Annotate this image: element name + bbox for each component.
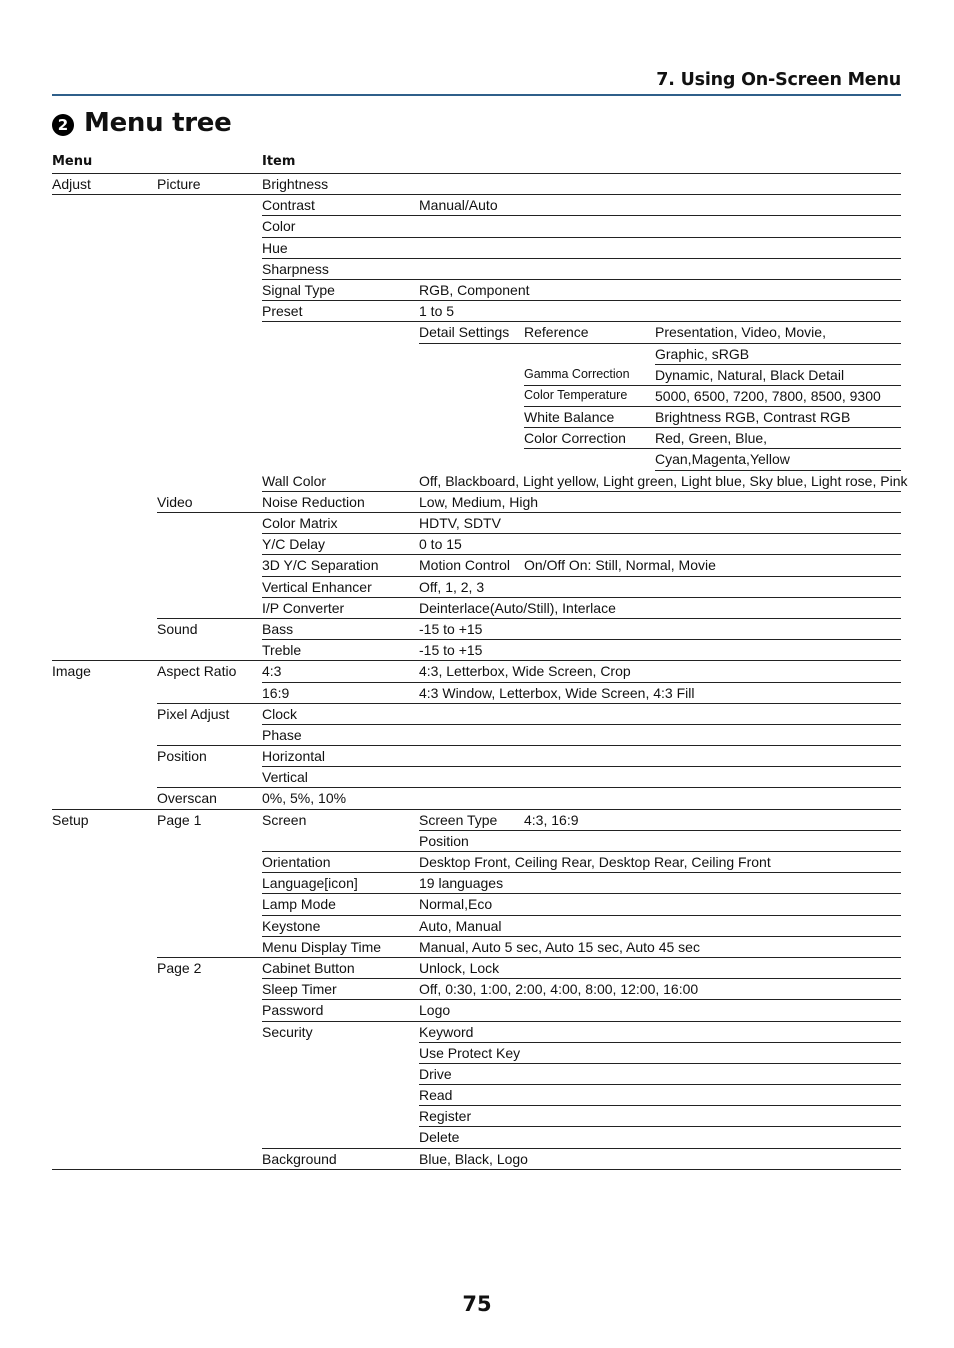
table-cell: Aspect Ratio [157, 663, 237, 680]
table-cell: Off, 0:30, 1:00, 2:00, 4:00, 8:00, 12:00, 16:00 [419, 981, 699, 998]
table-row [52, 344, 901, 365]
table-row [52, 195, 901, 216]
table-row [52, 365, 901, 386]
table-cell: Image [52, 663, 91, 680]
table-cell: Wall Color [262, 472, 327, 489]
table-cell: Blue, Black, Logo [419, 1150, 528, 1167]
table-cell: Picture [157, 176, 201, 192]
table-row [52, 1000, 901, 1021]
table-row [52, 174, 901, 195]
table-row [52, 619, 901, 640]
table-cell: Off, 1, 2, 3 [419, 578, 485, 595]
section-title: Menu tree [84, 108, 232, 138]
table-cell: Use Protect Key [419, 1044, 521, 1061]
table-row [52, 577, 901, 598]
table-row [52, 1127, 901, 1148]
table-cell: Gamma Correction [524, 366, 630, 381]
table-row [52, 894, 901, 915]
table-cell: Lamp Mode [262, 896, 336, 913]
table-row [52, 746, 901, 767]
table-row [52, 471, 908, 492]
column-header-item: Item [262, 154, 296, 169]
table-row [52, 725, 901, 746]
table-cell: Unlock, Lock [419, 959, 500, 976]
table-cell: Detail Settings [419, 324, 510, 341]
table-cell: Preset [262, 303, 303, 320]
table-cell: Red, Green, Blue, [655, 430, 768, 447]
table-row [52, 810, 901, 831]
table-cell: Orientation [262, 854, 331, 870]
table-cell: Hue [262, 239, 288, 256]
table-cell: Cabinet Button [262, 959, 355, 976]
table-row [52, 916, 901, 937]
table-cell: Position [157, 748, 207, 765]
table-cell: Sharpness [262, 260, 329, 277]
table-cell: Horizontal [262, 748, 326, 765]
table-row [52, 301, 901, 322]
table-row [52, 979, 901, 1000]
table-cell: Low, Medium, High [419, 493, 539, 510]
table-cell: Auto, Manual [419, 917, 502, 934]
table-cell: Normal,Eco [419, 896, 493, 913]
table-cell: -15 to +15 [419, 620, 483, 637]
table-cell: Contrast [262, 197, 315, 214]
table-row [52, 259, 901, 280]
table-cell: Signal Type [262, 281, 335, 298]
table-cell: -15 to +15 [419, 642, 483, 659]
table-cell: 4:3, 16:9 [524, 811, 579, 828]
table-row [52, 598, 901, 619]
table-row [52, 873, 901, 894]
page-header [52, 70, 901, 96]
table-row [52, 831, 901, 852]
table-cell: Reference [524, 324, 589, 341]
table-row [52, 788, 901, 809]
menu-tree-table [52, 150, 908, 1170]
table-row [52, 238, 901, 259]
table-cell: RGB, Component [419, 281, 530, 298]
table-cell: Keyword [419, 1023, 474, 1040]
table-cell: Security [262, 1023, 313, 1040]
table-cell: Overscan [157, 790, 217, 807]
table-cell: Pixel Adjust [157, 705, 230, 722]
column-header-menu: Menu [52, 154, 93, 169]
table-cell: Brightness [262, 176, 329, 192]
table-cell: Y/C Delay [262, 536, 326, 553]
table-cell: Brightness RGB, Contrast RGB [655, 409, 851, 426]
table-cell: Cyan,Magenta,Yellow [655, 451, 790, 468]
table-row [52, 449, 901, 470]
table-cell: Sound [157, 620, 198, 637]
table-cell: Menu Display Time [262, 938, 382, 955]
table-row [52, 937, 901, 958]
table-cell: Sleep Timer [262, 981, 337, 998]
table-row [52, 407, 901, 428]
table-row [52, 555, 901, 576]
table-cell: Phase [262, 726, 302, 743]
table-row [52, 767, 901, 788]
table-cell: Page 1 [157, 811, 202, 828]
table-cell: On/Off On: Still, Normal, Movie [524, 557, 716, 574]
table-cell: Clock [262, 705, 298, 722]
table-cell: Color Correction [524, 430, 626, 447]
table-cell: 19 languages [419, 875, 504, 892]
table-cell: Delete [419, 1129, 460, 1146]
table-cell: I/P Converter [262, 599, 345, 616]
table-row [52, 534, 901, 555]
table-row [52, 216, 901, 237]
table-cell: Screen Type [419, 811, 498, 828]
table-row [52, 322, 901, 343]
table-cell: Language[icon] [262, 875, 358, 892]
table-row [52, 683, 901, 704]
section-number-badge: 2 [52, 114, 74, 136]
table-cell: Bass [262, 620, 294, 637]
row-divider [52, 1169, 901, 1170]
table-row [52, 852, 901, 873]
table-cell: Drive [419, 1065, 452, 1082]
table-cell: Setup [52, 811, 89, 828]
table-row [52, 386, 901, 407]
table-cell: Dynamic, Natural, Black Detail [655, 366, 845, 383]
table-cell: Motion Control [419, 557, 511, 574]
table-cell: 0%, 5%, 10% [262, 790, 347, 807]
table-body [52, 174, 908, 1170]
table-cell: Color [262, 218, 296, 235]
table-row [52, 1064, 901, 1085]
table-cell: 16:9 [262, 684, 290, 701]
table-cell: Screen [262, 811, 307, 828]
table-cell: Video [157, 493, 193, 510]
table-cell: 5000, 6500, 7200, 7800, 8500, 9300 [655, 387, 881, 404]
table-cell: Off, Blackboard, Light yellow, Light green, Light blue, Sky blue, Light rose, Pink [419, 472, 908, 489]
table-cell: 3D Y/C Separation [262, 557, 379, 574]
section-heading [52, 106, 231, 140]
table-cell: White Balance [524, 409, 615, 426]
page-number: 75 [462, 1292, 492, 1316]
table-cell: 1 to 5 [419, 303, 455, 320]
table-cell: Deinterlace(Auto/Still), Interlace [419, 599, 616, 616]
table-cell: Vertical [262, 769, 308, 786]
table-cell: Treble [262, 642, 302, 659]
table-cell: 4:3 Window, Letterbox, Wide Screen, 4:3 Fill [419, 684, 695, 701]
table-row [52, 280, 901, 301]
table-row [52, 704, 901, 725]
table-cell: Noise Reduction [262, 493, 365, 510]
table-row [52, 428, 901, 449]
table-cell: Page 2 [157, 959, 202, 976]
table-cell: 4:3, Letterbox, Wide Screen, Crop [419, 663, 631, 680]
table-cell: 4:3 [262, 663, 282, 680]
table-cell: 0 to 15 [419, 536, 462, 553]
table-row [52, 492, 901, 513]
table-row [52, 513, 901, 534]
table-cell: Graphic, sRGB [655, 345, 750, 362]
table-cell: Register [419, 1108, 472, 1125]
table-cell: Color Temperature [524, 387, 628, 402]
table-row [52, 1043, 901, 1064]
table-row [52, 1106, 901, 1127]
table-cell: HDTV, SDTV [419, 515, 501, 531]
table-cell: Vertical Enhancer [262, 578, 372, 595]
table-row [52, 661, 901, 682]
table-row [52, 1149, 901, 1170]
table-cell: Manual, Auto 5 sec, Auto 15 sec, Auto 45 sec [419, 938, 700, 955]
table-row [52, 958, 901, 979]
table-cell: Presentation, Video, Movie, [655, 324, 826, 341]
chapter-title: 7. Using On-Screen Menu [656, 70, 901, 90]
table-cell: Background [262, 1150, 337, 1167]
table-cell: Keystone [262, 917, 321, 934]
table-cell: Adjust [52, 176, 91, 192]
table-cell: Logo [419, 1002, 451, 1019]
table-cell: Position [419, 832, 469, 849]
table-cell: Password [262, 1002, 324, 1019]
table-cell: Read [419, 1087, 453, 1104]
table-cell: Color Matrix [262, 515, 338, 531]
table-header-row [52, 150, 901, 174]
table-row [52, 640, 901, 661]
table-cell: Manual/Auto [419, 197, 498, 214]
table-cell: Desktop Front, Ceiling Rear, Desktop Rear, Ceiling Front [419, 854, 771, 870]
table-row [52, 1022, 901, 1043]
table-row [52, 1085, 901, 1106]
